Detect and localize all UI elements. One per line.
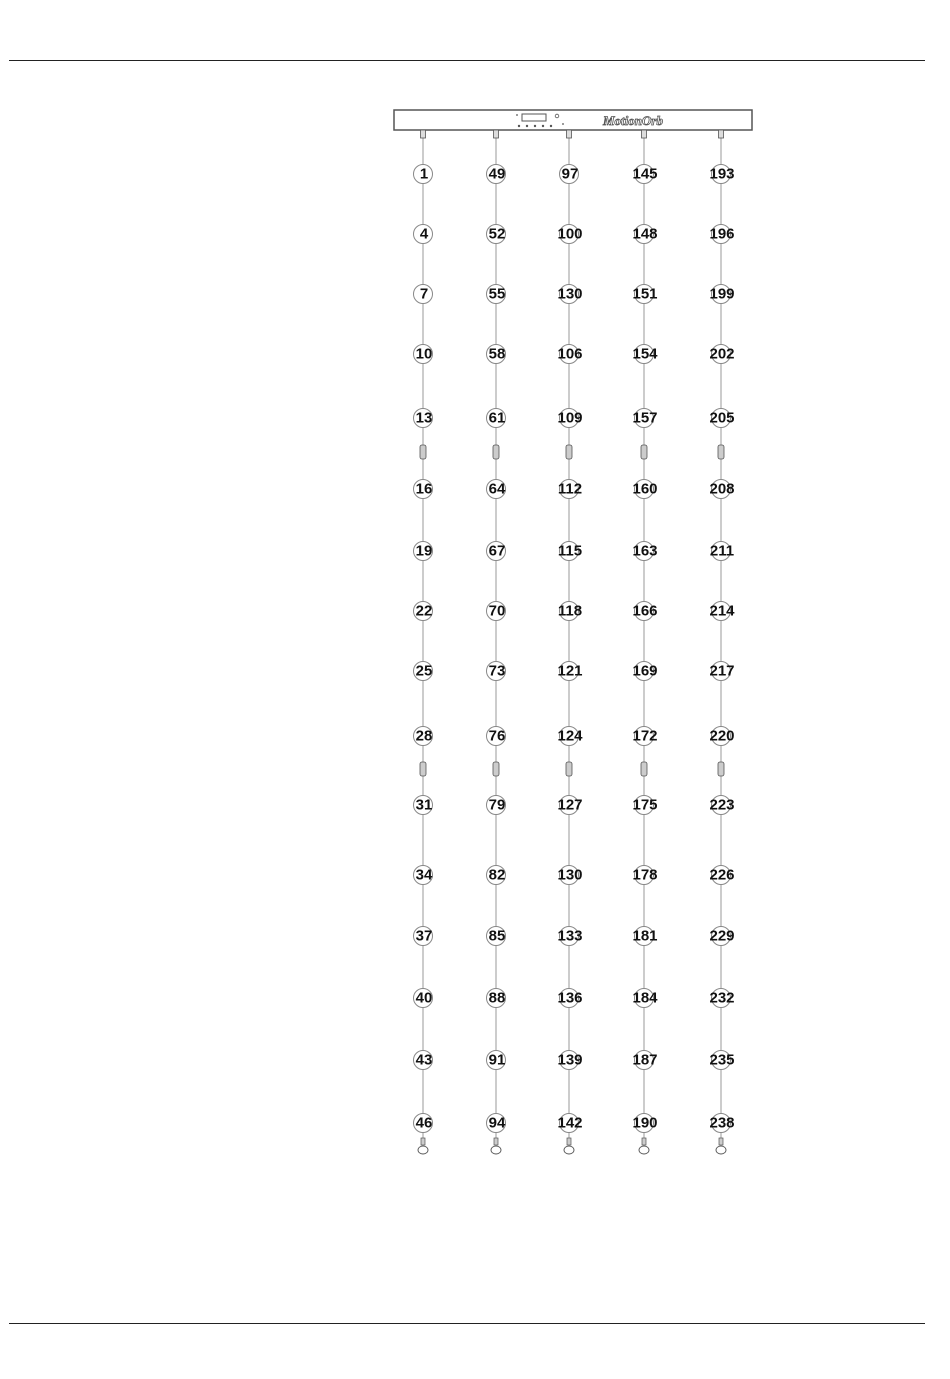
end-cap [418, 1146, 428, 1154]
end-plug [642, 1138, 646, 1145]
end-cap [639, 1146, 649, 1154]
orb-number: 34 [415, 866, 433, 884]
orb-number: 127 [557, 796, 583, 814]
orb-number: 115 [557, 542, 583, 560]
inline-connector [420, 762, 426, 776]
orb-number: 184 [632, 989, 658, 1007]
inline-connector [566, 762, 572, 776]
orb-number: 25 [415, 662, 433, 680]
orb-number: 178 [632, 866, 658, 884]
orb-number: 22 [415, 602, 433, 620]
brand-logo: MotionOrb [603, 113, 663, 128]
strand-5 [709, 130, 735, 1154]
orb-number: 40 [415, 989, 433, 1007]
strands [414, 130, 736, 1154]
orb-number: 43 [415, 1051, 433, 1069]
strand-4 [632, 130, 658, 1154]
orb-number: 130 [557, 866, 583, 884]
orb-number: 28 [415, 727, 433, 745]
end-cap [716, 1146, 726, 1154]
orb-number: 151 [632, 285, 658, 303]
orb-number: 1 [419, 165, 429, 183]
orb-number: 205 [709, 409, 735, 427]
orb-number: 142 [557, 1114, 583, 1132]
orb-number: 160 [632, 480, 658, 498]
orb-number: 145 [632, 165, 658, 183]
orb-number: 64 [488, 480, 506, 498]
orb-number: 181 [632, 927, 658, 945]
orb-number: 121 [557, 662, 583, 680]
end-plug [567, 1138, 571, 1145]
inline-connector [420, 445, 426, 459]
orb-number: 112 [557, 480, 583, 498]
orb-number: 55 [488, 285, 506, 303]
orb-number: 109 [557, 409, 583, 427]
orb-number: 175 [632, 796, 658, 814]
display-panel [522, 114, 546, 121]
orb-number: 79 [488, 796, 506, 814]
end-plug [421, 1138, 425, 1145]
controller-unit [394, 110, 752, 130]
inline-connector [641, 762, 647, 776]
end-cap [491, 1146, 501, 1154]
orb-number: 157 [632, 409, 658, 427]
orb-number: 73 [488, 662, 506, 680]
top-connector [567, 130, 572, 138]
orb-number: 124 [557, 727, 583, 745]
orb-number: 46 [415, 1114, 433, 1132]
inline-connector [493, 445, 499, 459]
strand-3 [557, 130, 583, 1154]
orb-number: 199 [709, 285, 735, 303]
orb-number: 223 [709, 796, 735, 814]
orb-number: 229 [709, 927, 735, 945]
orb-number: 235 [709, 1051, 735, 1069]
orb-number: 217 [709, 662, 735, 680]
top-connector [421, 130, 426, 138]
orb-number: 37 [415, 927, 433, 945]
orb-number: 10 [415, 345, 433, 363]
orb-number: 97 [561, 165, 579, 183]
orb-number: 100 [557, 225, 583, 243]
orb-number: 13 [415, 409, 433, 427]
orb-number: 136 [557, 989, 583, 1007]
inline-connector [718, 445, 724, 459]
orb-number: 70 [488, 602, 506, 620]
end-plug [719, 1138, 723, 1145]
orb-number: 130 [557, 285, 583, 303]
orb-number: 31 [415, 796, 433, 814]
orb-number: 172 [632, 727, 658, 745]
orb-number: 232 [709, 989, 735, 1007]
orb-number: 61 [488, 409, 506, 427]
end-cap [564, 1146, 574, 1154]
orb-number: 163 [632, 542, 658, 560]
orb-number: 139 [557, 1051, 583, 1069]
inline-connector [566, 445, 572, 459]
orb-number: 190 [632, 1114, 658, 1132]
orb-number: 4 [419, 225, 429, 243]
orb-number: 154 [632, 345, 658, 363]
orb-number: 202 [709, 345, 735, 363]
orb-number: 7 [419, 285, 429, 303]
orb-number: 16 [415, 480, 433, 498]
top-connector [719, 130, 724, 138]
orb-number: 52 [488, 225, 506, 243]
orb-number: 214 [709, 602, 735, 620]
orb-number: 187 [632, 1051, 658, 1069]
orb-number: 82 [488, 866, 506, 884]
strand-2 [487, 130, 506, 1154]
orb-number: 94 [488, 1114, 506, 1132]
orb-number: 58 [488, 345, 506, 363]
controller-body [394, 110, 752, 130]
orb-number: 76 [488, 727, 506, 745]
orb-number: 148 [632, 225, 658, 243]
orb-number: 67 [488, 542, 506, 560]
orb-number: 169 [632, 662, 658, 680]
end-plug [494, 1138, 498, 1145]
inline-connector [718, 762, 724, 776]
orb-number: 106 [557, 345, 583, 363]
orb-number: 133 [557, 927, 583, 945]
orb-number: 49 [488, 165, 506, 183]
orb-number: 220 [709, 727, 735, 745]
orb-number: 91 [488, 1051, 506, 1069]
inline-connector [493, 762, 499, 776]
orb-number: 166 [632, 602, 658, 620]
orb-number: 238 [709, 1114, 735, 1132]
orb-number: 211 [709, 542, 735, 560]
strand-1 [414, 130, 433, 1154]
orb-number: 88 [488, 989, 506, 1007]
orb-number: 19 [415, 542, 433, 560]
top-connector [494, 130, 499, 138]
orb-number: 196 [709, 225, 735, 243]
orb-number: 208 [709, 480, 735, 498]
top-connector [642, 130, 647, 138]
orb-number: 226 [709, 866, 735, 884]
orb-number: 85 [488, 927, 506, 945]
orb-number: 193 [709, 165, 735, 183]
orb-number: 118 [557, 602, 583, 620]
inline-connector [641, 445, 647, 459]
